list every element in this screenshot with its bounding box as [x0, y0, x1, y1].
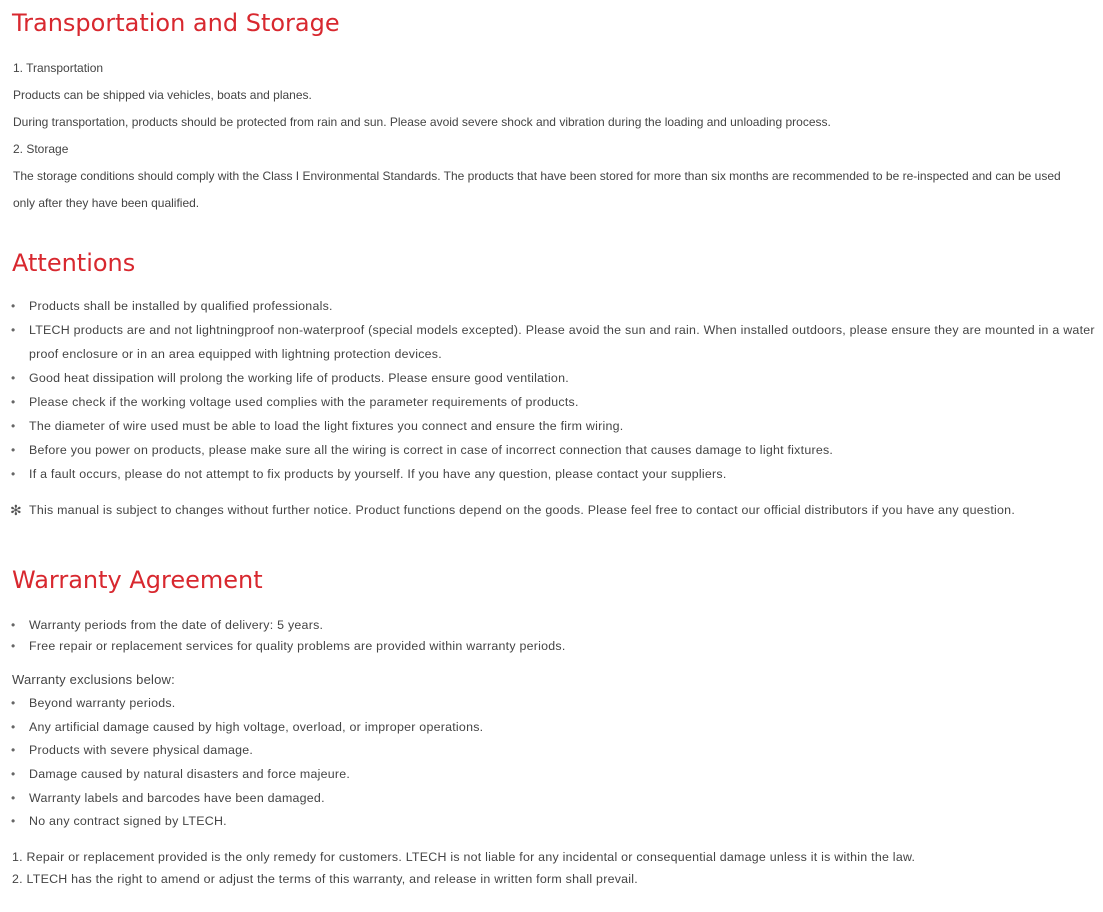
bullet-icon: • [11, 443, 16, 457]
exclusion-text: Warranty labels and barcodes have been damaged. [29, 791, 325, 805]
asterisk-icon: ✻ [10, 502, 22, 518]
exclusion-text: Products with severe physical damage. [29, 743, 254, 757]
attentions-heading: Attentions [12, 249, 136, 277]
exclusion-text: Beyond warranty periods. [29, 696, 176, 710]
transport-line-protection: During transportation, products should be protected from rain and sun. Please avoid severe shock and vibration during the loading and unloading process. [13, 115, 831, 129]
warranty-text: Warranty periods from the date of delivery: 5 years. [29, 618, 324, 632]
attention-text: If a fault occurs, please do not attempt to fix products by yourself. If you have any question, please contact your suppliers. [29, 467, 727, 481]
attention-text: Please check if the working voltage used complies with the parameter requirements of products. [29, 395, 579, 409]
attention-text: Products shall be installed by qualified professionals. [29, 299, 333, 313]
bullet-icon: • [11, 720, 16, 734]
attention-text: Before you power on products, please make sure all the wiring is correct in case of incorrect connection that causes damage to light fixtures. [29, 443, 834, 457]
warranty-exclusions-label: Warranty exclusions below: [12, 672, 175, 687]
bullet-icon: • [11, 696, 16, 710]
transport-line-shipping: Products can be shipped via vehicles, boats and planes. [13, 88, 312, 102]
transport-storage-heading: Transportation and Storage [12, 9, 340, 37]
bullet-icon: • [11, 419, 16, 433]
exclusion-text: Any artificial damage caused by high voltage, overload, or improper operations. [29, 720, 484, 734]
attention-text: LTECH products are and not lightningproof non-waterproof (special models excepted). Please avoid the sun and rain. When installed outdoors, please ensure they are mounted in a water proof enclosure or in an area equipped with lightning protection devices. [29, 323, 1095, 361]
storage-line-qualified: only after they have been qualified. [13, 196, 200, 210]
bullet-icon: • [11, 743, 16, 757]
warranty-heading: Warranty Agreement [12, 566, 263, 594]
warranty-term-amend: 2. LTECH has the right to amend or adjust the terms of this warranty, and release in written form shall prevail. [12, 872, 638, 886]
warranty-text: Free repair or replacement services for quality problems are provided within warranty periods. [29, 639, 566, 653]
storage-line-conditions: The storage conditions should comply with the Class I Environmental Standards. The products that have been stored for more than six months are recommended to be re-inspected and can be used [13, 169, 1061, 183]
bullet-icon: • [11, 467, 16, 481]
attention-text: Good heat dissipation will prolong the working life of products. Please ensure good ventilation. [29, 371, 569, 385]
transport-subheading: 1. Transportation [13, 61, 104, 75]
bullet-icon: • [11, 371, 16, 385]
exclusion-text: No any contract signed by LTECH. [29, 814, 227, 828]
bullet-icon: • [11, 618, 16, 632]
bullet-icon: • [11, 299, 16, 313]
attention-text: The diameter of wire used must be able to load the light fixtures you connect and ensure the firm wiring. [29, 419, 624, 433]
warranty-term-remedy: 1. Repair or replacement provided is the only remedy for customers. LTECH is not liable for any incidental or consequential damage unless it is within the law. [12, 850, 916, 864]
exclusion-text: Damage caused by natural disasters and force majeure. [29, 767, 351, 781]
bullet-icon: • [11, 814, 16, 828]
bullet-icon: • [11, 323, 16, 337]
bullet-icon: • [11, 767, 16, 781]
notice-text: This manual is subject to changes without further notice. Product functions depend on the goods. Please feel free to contact our official distributors if you have any question. [29, 503, 1016, 517]
bullet-icon: • [11, 791, 16, 805]
bullet-icon: • [11, 639, 16, 653]
bullet-icon: • [11, 395, 16, 409]
storage-subheading: 2. Storage [13, 142, 69, 156]
